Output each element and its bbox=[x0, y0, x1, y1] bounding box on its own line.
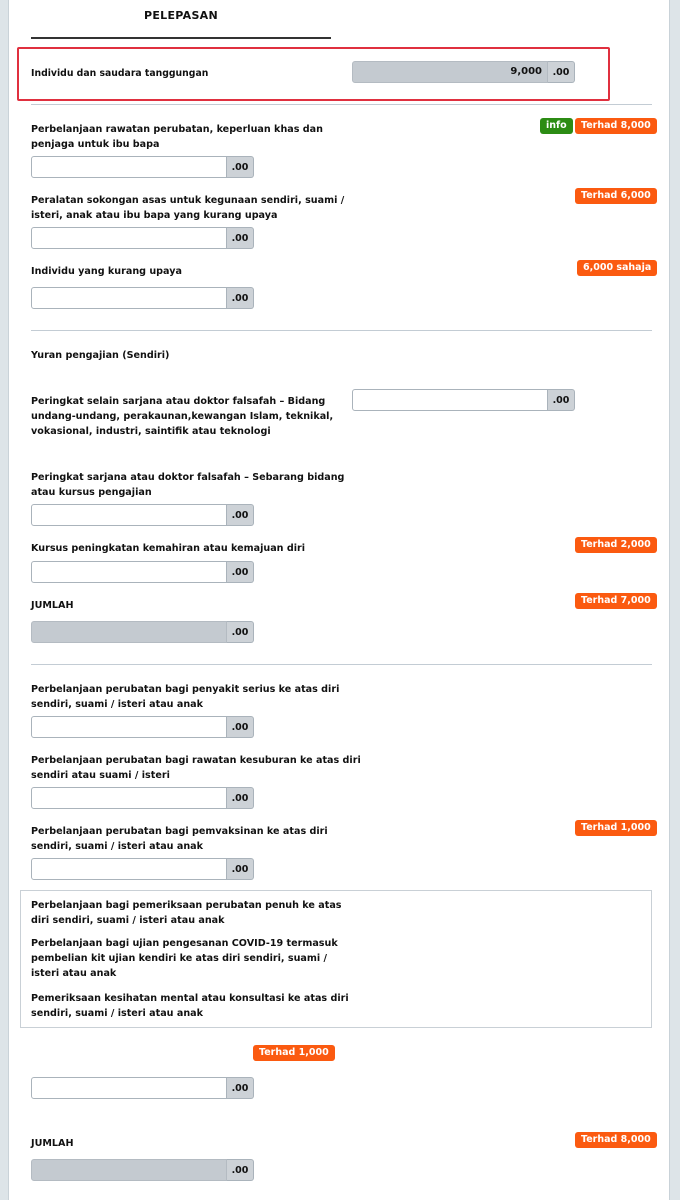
perubatan-jumlah-label: JUMLAH bbox=[31, 1138, 74, 1149]
section-title: PELEPASAN bbox=[143, 9, 218, 22]
serius-input[interactable] bbox=[31, 716, 227, 738]
serius-suffix: .00 bbox=[227, 716, 254, 738]
vaksin-limit-badge: Terhad 1,000 bbox=[575, 820, 657, 836]
kursus-limit-badge: Terhad 2,000 bbox=[575, 537, 657, 553]
kursus-label: Kursus peningkatan kemahiran atau kemajuan diri bbox=[31, 543, 306, 554]
kursus-field bbox=[31, 561, 254, 583]
info-button[interactable]: info bbox=[540, 118, 573, 134]
kesuburan-input[interactable] bbox=[31, 787, 227, 809]
kurang-upaya-input[interactable] bbox=[31, 287, 227, 309]
sarjana-field bbox=[31, 504, 254, 526]
kesuburan-suffix: .00 bbox=[227, 787, 254, 809]
selain-sarjana-field bbox=[352, 389, 575, 411]
rawatan-limit-badge: Terhad 8,000 bbox=[575, 118, 657, 134]
perubatan-jumlah-suffix: .00 bbox=[227, 1159, 254, 1181]
yuran-jumlah-field bbox=[31, 621, 254, 643]
divider bbox=[31, 330, 652, 331]
title-underline bbox=[31, 37, 331, 39]
rawatan-suffix: .00 bbox=[227, 156, 254, 178]
yuran-heading: Yuran pengajian (Sendiri) bbox=[31, 350, 170, 361]
serius-label: Perbelanjaan perubatan bagi penyakit serius ke atas diri sendiri, suami / isteri atau anak bbox=[31, 684, 340, 710]
individu-field bbox=[352, 61, 575, 83]
yuran-jumlah-badge: Terhad 7,000 bbox=[575, 593, 657, 609]
pemeriksaan-label: Perbelanjaan bagi pemeriksaan perubatan penuh ke atas diri sendiri, suami / isteri atau anak bbox=[31, 900, 342, 926]
yuran-jumlah-label: JUMLAH bbox=[31, 600, 74, 611]
sarjana-suffix: .00 bbox=[227, 504, 254, 526]
pemeriksaan-field bbox=[31, 1077, 254, 1099]
covid-label: Perbelanjaan bagi ujian pengesanan COVID-19 termasuk pembelian kit ujian kendiri ke atas diri sendiri, suami / isteri atau anak bbox=[31, 938, 338, 979]
vaksin-label: Perbelanjaan perubatan bagi pemvaksinan ke atas diri sendiri, suami / isteri atau anak bbox=[31, 826, 328, 852]
pemeriksaan-input[interactable] bbox=[31, 1077, 227, 1099]
kurang-upaya-suffix: .00 bbox=[227, 287, 254, 309]
kursus-suffix: .00 bbox=[227, 561, 254, 583]
kurang-upaya-field bbox=[31, 287, 254, 309]
kesuburan-field bbox=[31, 787, 254, 809]
yuran-jumlah-suffix: .00 bbox=[227, 621, 254, 643]
pemeriksaan-suffix: .00 bbox=[227, 1077, 254, 1099]
kesuburan-label: Perbelanjaan perubatan bagi rawatan kesuburan ke atas diri sendiri atau suami / isteri bbox=[31, 755, 361, 781]
perubatan-jumlah-field bbox=[31, 1159, 254, 1181]
vaksin-field bbox=[31, 858, 254, 880]
serius-field bbox=[31, 716, 254, 738]
sarjana-label: Peringkat sarjana atau doktor falsafah – Sebarang bidang atau kursus pengajian bbox=[31, 472, 345, 498]
selain-sarjana-suffix: .00 bbox=[548, 389, 575, 411]
yuran-jumlah-value bbox=[31, 621, 227, 643]
peralatan-limit-badge: Terhad 6,000 bbox=[575, 188, 657, 204]
kurang-upaya-badge: 6,000 sahaja bbox=[577, 260, 657, 276]
vaksin-input[interactable] bbox=[31, 858, 227, 880]
peralatan-input[interactable] bbox=[31, 227, 227, 249]
divider bbox=[31, 664, 652, 665]
peralatan-field bbox=[31, 227, 254, 249]
individu-suffix: .00 bbox=[548, 61, 575, 83]
selain-sarjana-input[interactable] bbox=[352, 389, 548, 411]
individu-label: Individu dan saudara tanggungan bbox=[31, 68, 209, 79]
pemeriksaan-limit-badge: Terhad 1,000 bbox=[253, 1045, 335, 1061]
peralatan-label: Peralatan sokongan asas untuk kegunaan sendiri, suami / isteri, anak atau ibu bapa yang kurang upaya bbox=[31, 195, 345, 221]
divider bbox=[31, 104, 652, 105]
mental-label: Pemeriksaan kesihatan mental atau konsultasi ke atas diri sendiri, suami / isteri atau anak bbox=[31, 993, 349, 1019]
perubatan-jumlah-value bbox=[31, 1159, 227, 1181]
selain-sarjana-label: Peringkat selain sarjana atau doktor falsafah – Bidang undang-undang, perakaunan,kewangan Islam, teknikal, vokasional, industri, saintifik atau teknologi bbox=[31, 396, 334, 437]
peralatan-suffix: .00 bbox=[227, 227, 254, 249]
perubatan-jumlah-badge: Terhad 8,000 bbox=[575, 1132, 657, 1148]
kurang-upaya-label: Individu yang kurang upaya bbox=[31, 266, 182, 277]
rawatan-field bbox=[31, 156, 254, 178]
rawatan-input[interactable] bbox=[31, 156, 227, 178]
rawatan-label: Perbelanjaan rawatan perubatan, keperluan khas dan penjaga untuk ibu bapa bbox=[31, 124, 323, 150]
individu-value: 9,000 bbox=[352, 61, 548, 83]
kursus-input[interactable] bbox=[31, 561, 227, 583]
sarjana-input[interactable] bbox=[31, 504, 227, 526]
vaksin-suffix: .00 bbox=[227, 858, 254, 880]
